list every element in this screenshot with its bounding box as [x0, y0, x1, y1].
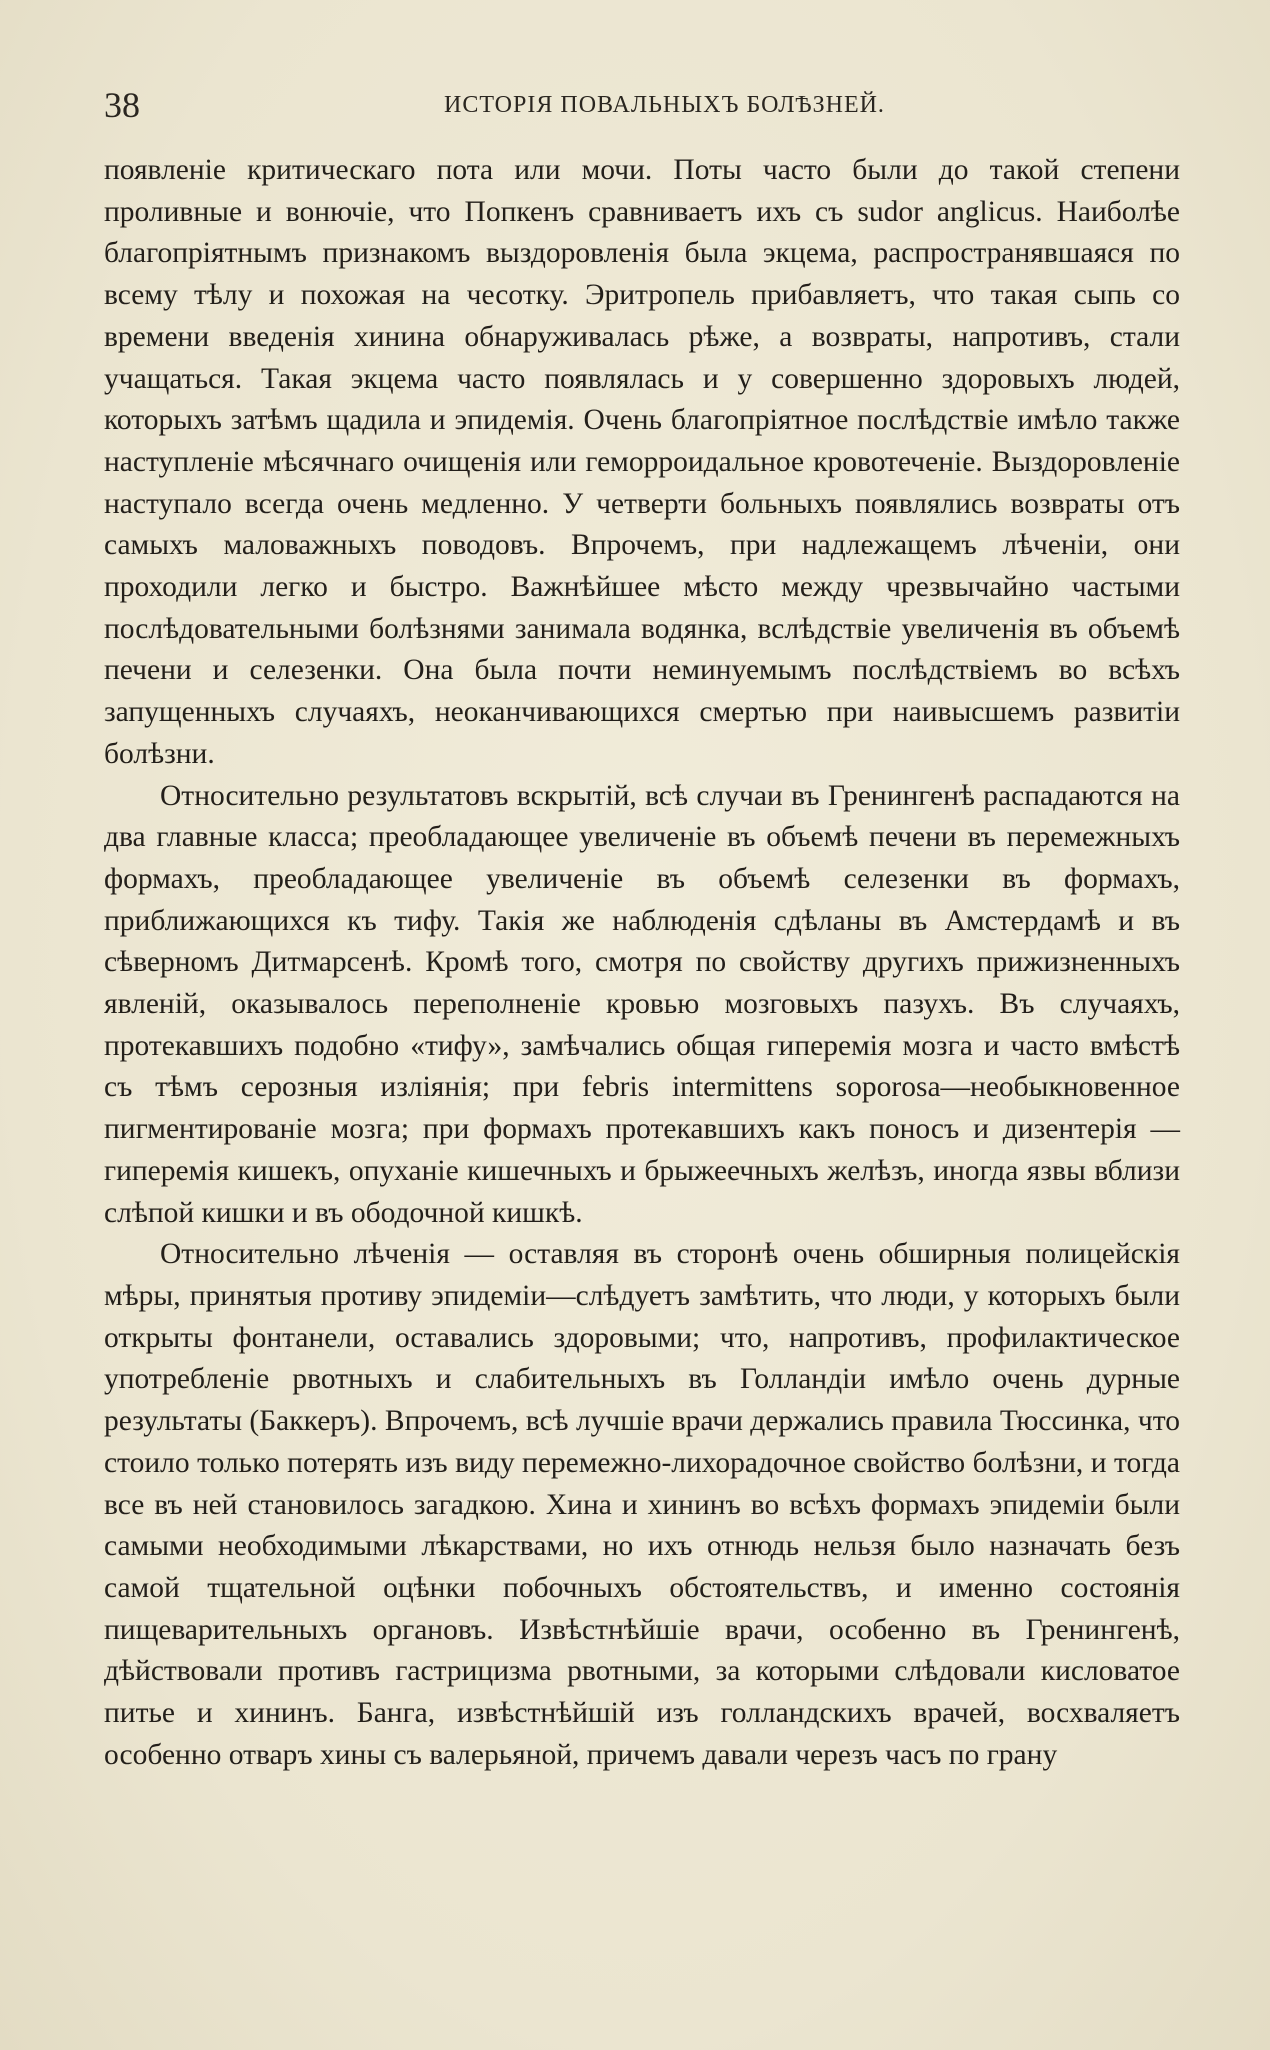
page-header: [104, 80, 1184, 132]
paragraph: появленіе критическаго пота или мочи. Поты часто были до такой степени проливные и вонючіе, что Попкенъ сравниваетъ ихъ съ sudor anglicus. Наиболѣе благопріятнымъ признакомъ выздоровленія была экцема, распространявшаяся по всему тѣлу и похожая на чесотку. Эритропель прибавляетъ, что такая сыпь со времени введенія хинина обнаруживалась рѣже, а возвраты, напротивъ, стали учащаться. Такая экцема часто появлялась и у совершенно здоровыхъ людей, которыхъ затѣмъ щадила и эпидемія. Очень благопріятное послѣдствіе имѣло также наступленіе мѣсячнаго очищенія или геморроидальное кровотеченіе. Выздоровленіе наступало всегда очень медленно. У четверти больныхъ появлялись возвраты отъ самыхъ маловажныхъ поводовъ. Впрочемъ, при надлежащемъ лѣченіи, они проходили легко и быстро. Важнѣйшее мѣсто между чрезвычайно частыми послѣдовательными болѣзнями занимала водянка, вслѣдствіе увеличенія въ объемѣ печени и селезенки. Она была почти неминуемымъ послѣдствіемъ во всѣхъ запущенныхъ случаяхъ, неоканчивающихся смертью при наивысшемъ развитіи болѣзни.: [104, 154, 1180, 770]
body-text: [104, 150, 1180, 1776]
paragraph: Относительно результатовъ вскрытій, всѣ случаи въ Гренингенѣ распадаются на два главные класса; преобладающее увеличеніе въ объемѣ печени въ перемежныхъ формахъ, преобладающее увеличеніе въ объемѣ селезенки въ формахъ, приближающихся къ тифу. Такія же наблюденія сдѣланы въ Амстердамѣ и въ сѣверномъ Дитмарсенѣ. Кромѣ того, смотря по свойству другихъ прижизненныхъ явленій, оказывалось переполненіе кровью мозговыхъ пазухъ. Въ случаяхъ, протекавшихъ подобно «тифу», замѣчались общая гиперемія мозга и часто вмѣстѣ съ тѣмъ серозныя изліянія; при febris intermittens soporosa—необыкновенное пигментированіе мозга; при формахъ протекавшихъ какъ поносъ и дизентерія — гиперемія кишекъ, опуханіе кишечныхъ и брыжеечныхъ желѣзъ, иногда язвы вблизи слѣпой кишки и въ ободочной кишкѣ.: [104, 779, 1180, 1229]
running-head: ИСТОРІЯ ПОВАЛЬНЫХЪ БОЛѢЗНЕЙ.: [444, 92, 885, 118]
paragraph: Относительно лѣченія — оставляя въ сторонѣ очень обширныя полицейскія мѣры, принятыя противу эпидеміи—слѣдуетъ замѣтить, что люди, у которыхъ были открыты фонтанели, оставались здоровыми; что, напротивъ, профилактическое употребленіе рвотныхъ и слабительныхъ въ Голландіи имѣло очень дурные результаты (Баккеръ). Впрочемъ, всѣ лучшіе врачи держались правила Тюссинка, что стоило только потерять изъ виду перемежно-лихорадочное свойство болѣзни, и тогда все въ ней становилось загадкою. Хина и хининъ во всѣхъ формахъ эпидеміи были самыми необходимыми лѣкарствами, но ихъ отнюдь нельзя было назначать безъ самой тщательной оцѣнки побочныхъ обстоятельствъ, и именно состоянія пищеварительныхъ органовъ. Извѣстнѣйшіе врачи, особенно въ Гренингенѣ, дѣйствовали противъ гастрицизма рвотными, за которыми слѣдовали кисловатое питье и хининъ. Банга, извѣстнѣйшій изъ голландскихъ врачей, восхваляетъ особенно отваръ хины съ валерьяной, причемъ давали черезъ часъ по грану: [104, 1238, 1180, 1771]
page-number: 38: [104, 85, 140, 125]
